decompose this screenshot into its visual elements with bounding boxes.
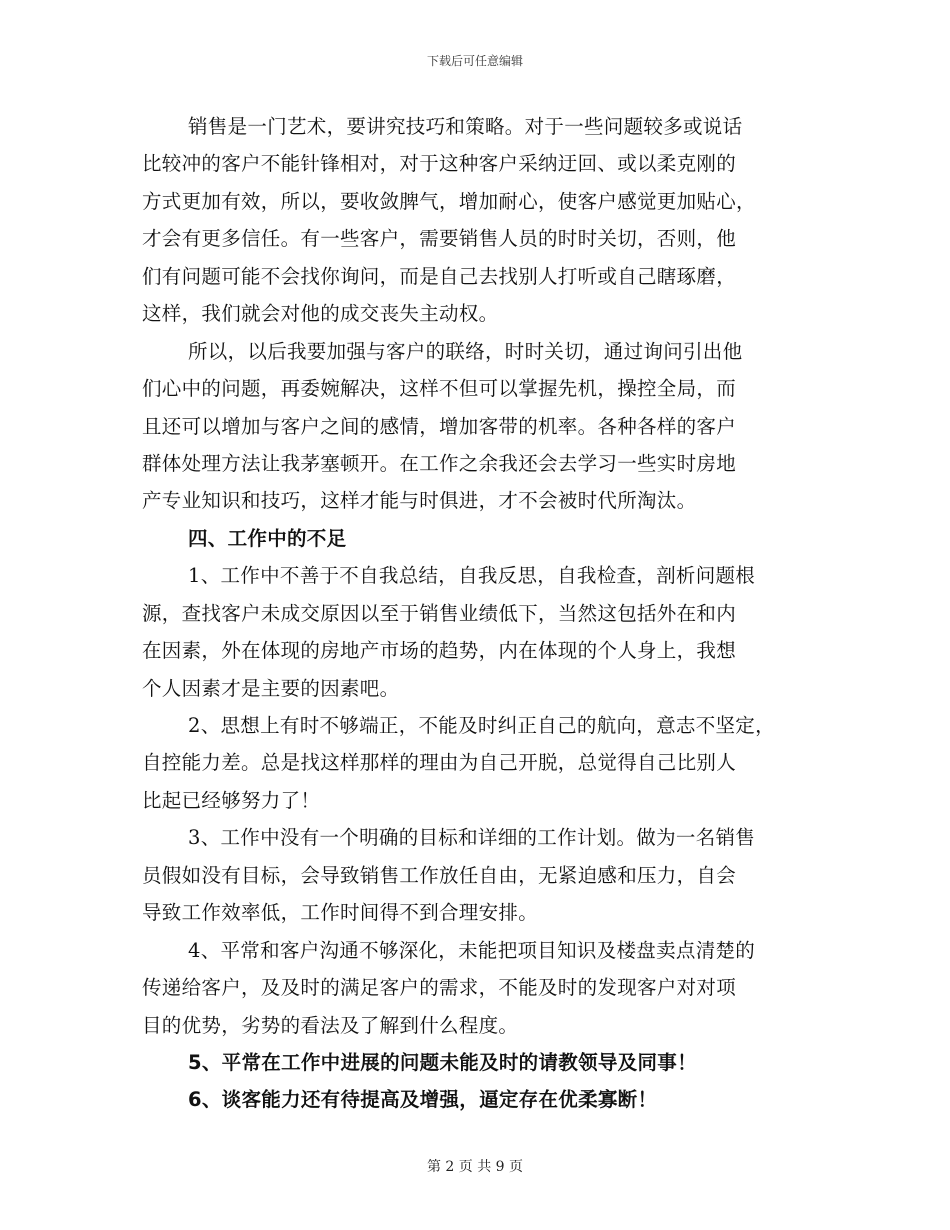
bold-item: 5、平常在工作中进展的问题未能及时的请教领导及同事！ [188, 1050, 697, 1074]
text-line: 们心中的问题，再委婉解决，这样不但可以掌握先机，操控全局，而 [142, 377, 737, 401]
text-line: 3、工作中没有一个明确的目标和详细的工作计划。做为一名销售 [188, 826, 756, 850]
text-line: 群体处理方法让我茅塞顿开。在工作之余我还会去学习一些实时房地 [142, 451, 737, 475]
text-line: 2、思想上有时不够端正，不能及时纠正自己的航向，意志不坚定， [188, 714, 775, 737]
text-line: 源，查找客户未成交原因以至于销售业绩低下，当然这包括外在和内 [142, 601, 737, 625]
text-line: 个人因素才是主要的因素吧。 [142, 676, 400, 700]
text-line: 导致工作效率低，工作时间得不到合理安排。 [142, 901, 539, 925]
text-line: 销售是一门艺术，要讲究技巧和策略。对于一些问题较多或说话 [188, 115, 743, 138]
document-body [142, 108, 812, 1119]
text-line: 传递给客户，及及时的满足客户的需求，不能及时的发现客户对对项 [142, 976, 737, 1000]
bold-item: 6、谈客能力还有待提高及增强，逼定存在优柔寡断！ [188, 1088, 658, 1112]
text-line: 员假如没有目标，会导致销售工作放任自由，无紧迫感和压力，自会 [142, 863, 737, 887]
text-line: 自控能力差。总是找这样那样的理由为自己开脱，总觉得自己比别人 [142, 751, 737, 775]
text-line: 所以，以后我要加强与客户的联络，时时关切，通过询问引出他 [188, 339, 743, 363]
page-header-note: 下载后可任意编辑 [426, 54, 523, 68]
text-line: 1、工作中不善于不自我总结，自我反思，自我检查，剖析问题根 [188, 564, 756, 588]
section-heading: 四、工作中的不足 [188, 526, 347, 550]
text-line: 目的优势，劣势的看法及了解到什么程度。 [142, 1013, 519, 1037]
text-line: 产专业知识和技巧，这样才能与时俱进，才不会被时代所淘汰。 [142, 489, 697, 513]
text-line: 比起已经够努力了！ [142, 788, 321, 812]
text-line: 这样，我们就会对他的成交丧失主动权。 [142, 302, 499, 326]
text-line: 在因素，外在体现的房地产市场的趋势，内在体现的个人身上，我想 [142, 639, 737, 663]
text-line: 比较冲的客户不能针锋相对，对于这种客户采纳迂回、或以柔克刚的 [142, 152, 737, 176]
text-line: 方式更加有效，所以，要收敛脾气，增加耐心，使客户感觉更加贴心， [142, 189, 756, 213]
text-line: 4、平常和客户沟通不够深化，未能把项目知识及楼盘卖点清楚的 [188, 938, 756, 962]
text-line: 们有问题可能不会找你询问，而是自己去找别人打听或自己瞎琢磨， [142, 264, 737, 288]
text-line: 才会有更多信任。有一些客户，需要销售人员的时时关切，否则，他 [142, 227, 737, 251]
page-number: 第 2 页 共 9 页 [426, 1159, 524, 1175]
text-line: 且还可以增加与客户之间的感情，增加客带的机率。各种各样的客户 [142, 414, 737, 438]
